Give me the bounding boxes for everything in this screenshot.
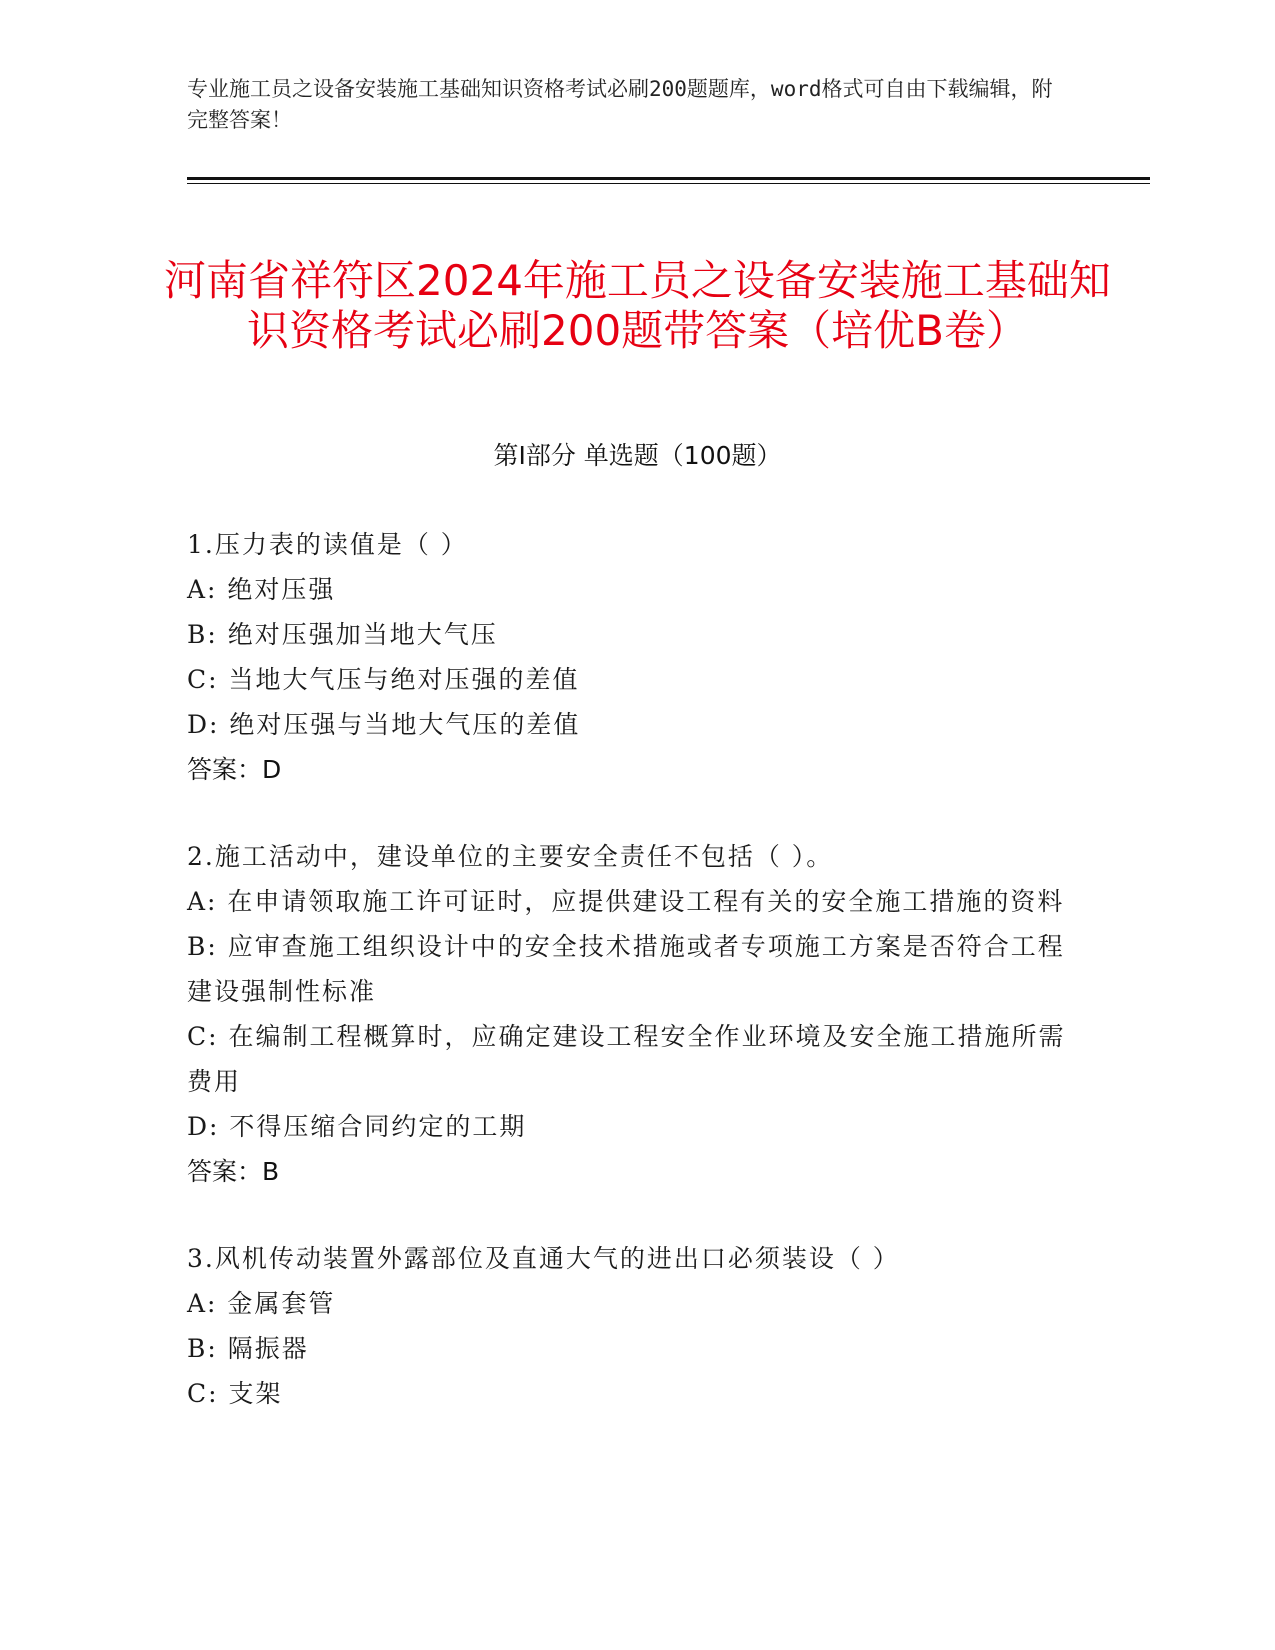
question-stem: 2.施工活动中，建设单位的主要安全责任不包括（ ）。 bbox=[187, 842, 834, 871]
question-item bbox=[187, 522, 1077, 792]
question-item bbox=[187, 834, 1077, 1194]
question-option: B: 绝对压强加当地大气压 bbox=[187, 620, 498, 649]
question-answer: 答案：D bbox=[187, 755, 282, 784]
question-option: A: 在申请领取施工许可证时，应提供建设工程有关的安全施工措施的资料 bbox=[187, 887, 1065, 916]
question-option: A: 绝对压强 bbox=[187, 575, 336, 604]
header-note: 专业施工员之设备安装施工基础知识资格考试必刷200题题库，word格式可自由下载编辑，附完整答案！ bbox=[187, 77, 1053, 132]
question-item bbox=[187, 1236, 1077, 1416]
question-option: C: 支架 bbox=[187, 1379, 283, 1408]
question-stem: 3.风机传动装置外露部位及直通大气的进出口必须装设（ ） bbox=[187, 1244, 900, 1273]
question-option: C: 当地大气压与绝对压强的差值 bbox=[187, 665, 580, 694]
question-option: B: 应审查施工组织设计中的安全技术措施或者专项施工方案是否符合工程建设强制性标准 bbox=[187, 932, 1065, 1006]
question-list bbox=[187, 522, 1077, 1458]
question-option: B: 隔振器 bbox=[187, 1334, 309, 1363]
question-option: D: 绝对压强与当地大气压的差值 bbox=[187, 710, 581, 739]
question-stem: 1.压力表的读值是（ ） bbox=[187, 530, 468, 559]
question-option: D: 不得压缩合同约定的工期 bbox=[187, 1112, 527, 1141]
header-rule-thin bbox=[187, 183, 1150, 184]
question-option: A: 金属套管 bbox=[187, 1289, 336, 1318]
section-title: 第I部分 单选题（100题） bbox=[493, 441, 782, 470]
document-title: 河南省祥符区2024年施工员之设备安装施工基础知识资格考试必刷200题带答案（培优B卷） bbox=[164, 256, 1111, 356]
header-rule-thick bbox=[187, 177, 1150, 180]
question-option: C: 在编制工程概算时，应确定建设工程安全作业环境及安全施工措施所需费用 bbox=[187, 1022, 1066, 1096]
question-answer: 答案：B bbox=[187, 1157, 280, 1186]
